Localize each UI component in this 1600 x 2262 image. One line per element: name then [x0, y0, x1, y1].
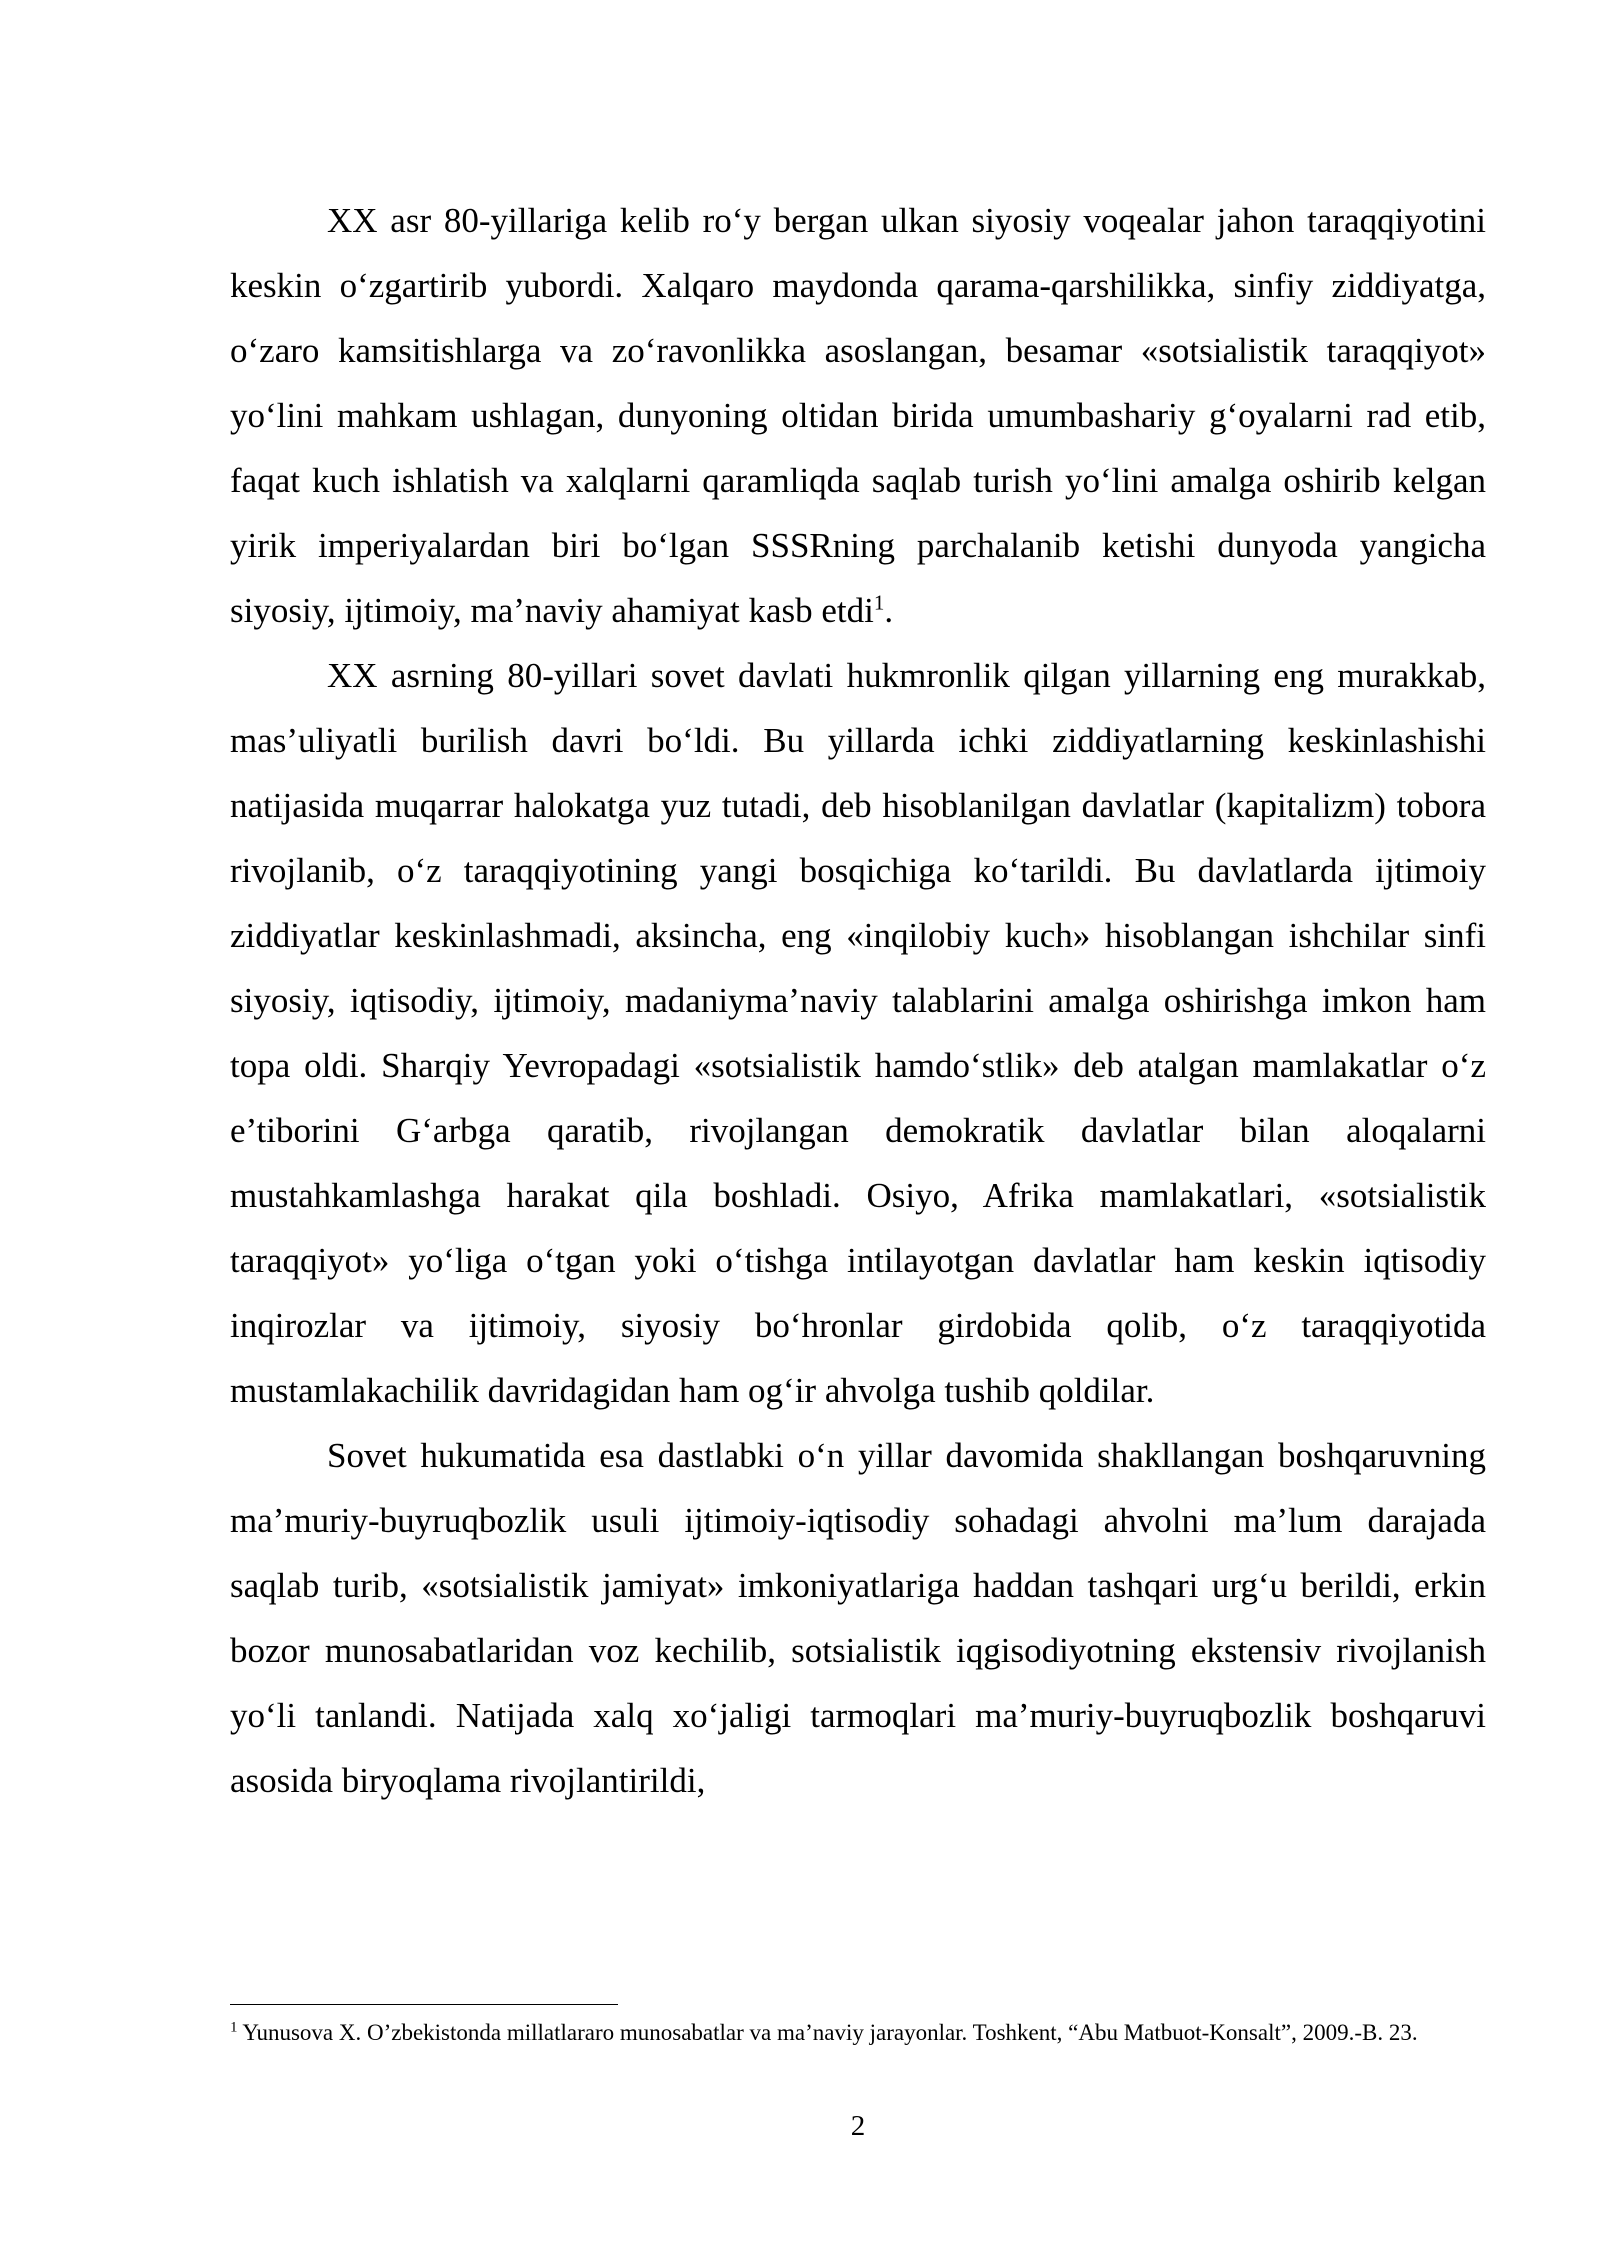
paragraph-1-end: . [884, 591, 894, 630]
footnote-reference[interactable]: 1 [873, 590, 885, 615]
paragraph-1 [230, 188, 1486, 643]
paragraph-2: XX asrning 80-yillari sovet davlati hukmronlik qilgan yillarning eng murakkab, mas’uliyatli burilish davri bo‘ldi. Bu yillarda ichki ziddiyatlarning keskinlashishi natijasida muqarrar halokatga yuz tutadi, deb hisoblanilgan davlatlar (kapitalizm) tobora rivojlanib, o‘z taraqqiyotining yangi bosqichiga ko‘tarildi. Bu davlatlarda ijtimoiy ziddiyatlar keskinlashmadi, aksincha, eng «inqilobiy kuch» hisoblangan ishchilar sinfi siyosiy, iqtisodiy, ijtimoiy, madaniyma’naviy talablarini amalga oshirishga imkon ham topa oldi. Sharqiy Yevropadagi «sotsialistik hamdo‘stlik» deb atalgan mamlakatlar o‘z e’tiborini G‘arbga qaratib, rivojlangan demokratik davlatlar bilan aloqalarni mustahkamlashga harakat qila boshladi. Osiyo, Afrika mamlakatlari, «sotsialistik taraqqiyot» yo‘liga o‘tgan yoki o‘tishga intilayotgan davlatlar ham keskin iqtisodiy inqirozlar va ijtimoiy, siyosiy bo‘hronlar girdobida qolib, o‘z taraqqiyotida mustamlakachilik davridagidan ham og‘ir ahvolga tushib qoldilar. [230, 656, 1486, 1410]
page-number: 2 [850, 2110, 866, 2142]
body-text [230, 188, 1486, 1813]
paragraph-3: Sovet hukumatida esa dastlabki o‘n yillar davomida shakllangan boshqaruvning ma’muriy-buyruqbozlik usuli ijtimoiy-iqtisodiy sohadagi ahvolni ma’lum darajada saqlab turib, «sotsialistik jamiyat» imkoniyatlariga haddan tashqari urg‘u berildi, erkin bozor munosabatlaridan voz kechilib, sotsialistik iqgisodiyotning ekstensiv rivojlanish yo‘li tanlandi. Natijada xalq xo‘jaligi tarmoqlari ma’muriy-buyruqbozlik boshqaruvi asosida biryoqlama rivojlantirildi, [230, 1436, 1486, 1800]
footnote-mark: 1 [230, 2019, 238, 2036]
footnote-text: Yunusova X. O’zbekistonda millatlararo munosabatlar va ma’naviy jarayonlar. Toshkent, “Abu Matbuot-Konsalt”, 2009.-B. 23. [237, 2020, 1418, 2045]
paragraph-1-text: XX asr 80-yillariga kelib ro‘y bergan ulkan siyosiy voqealar jahon taraqqiyotini keskin o‘zgartirib yubordi. Xalqaro maydonda qarama-qarshilikka, sinfiy ziddiyatga, o‘zaro kamsitishlarga va zo‘ravonlikka asoslangan, besamar «sotsialistik taraqqiyot» yo‘lini mahkam ushlagan, dunyoning oltidan birida umumbashariy g‘oyalarni rad etib, faqat kuch ishlatish va xalqlarni qaramliqda saqlab turish yo‘lini amalga oshirib kelgan yirik imperiyalardan biri bo‘lgan SSSRning parchalanib ketishi dunyoda yangicha siyosiy, ijtimoiy, ma’naviy ahamiyat kasb etdi [230, 201, 1486, 630]
footnote [230, 2018, 1486, 2048]
footnote-separator [230, 2004, 618, 2005]
